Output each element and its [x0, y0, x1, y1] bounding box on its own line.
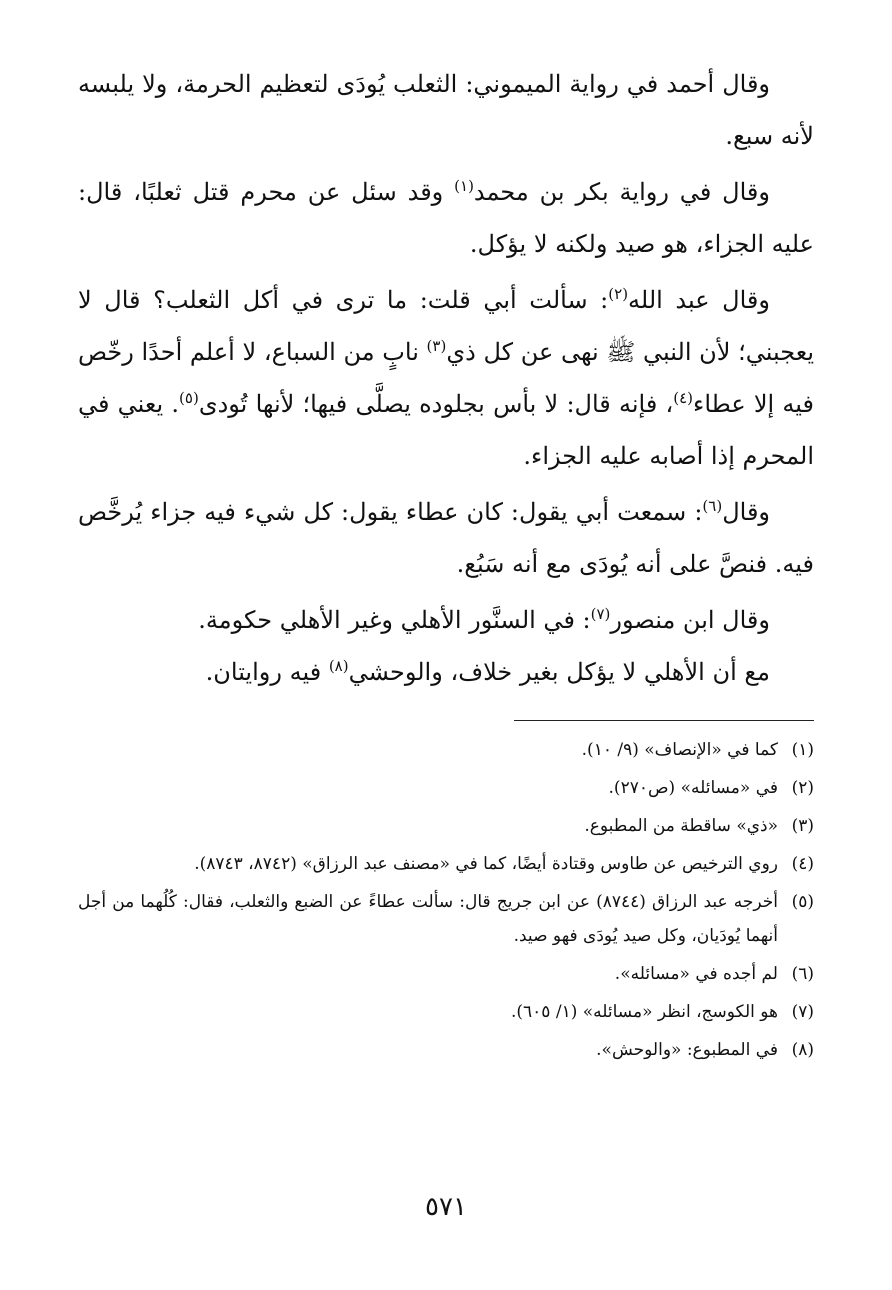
paragraph-3-part-4: ، فإنه قال: لا بأس بجلوده يصلَّى فيها؛ لأنها تُودى — [198, 390, 674, 418]
footnote-number: (٤) — [791, 854, 814, 874]
footnote-text: كما في «الإنصاف» (٩/ ١٠). — [581, 740, 778, 760]
footnote-text: روي الترخيص عن طاوس وقتادة أيضًا، كما في «مصنف عبد الرزاق» (٨٧٤٢، ٨٧٤٣). — [194, 854, 778, 874]
paragraph-2 — [78, 166, 814, 270]
paragraph-2-before: وقال في رواية بكر بن محمد — [473, 178, 770, 206]
footnote-separator — [514, 720, 814, 721]
paragraph-6-after: فيه روايتان. — [205, 658, 329, 686]
footnote-ref-7[interactable]: (٧) — [590, 605, 611, 623]
footnote-number: (٢) — [791, 778, 814, 798]
footnote-4 — [78, 847, 814, 881]
paragraph-6-before: مع أن الأهلي لا يؤكل بغير خلاف، والوحشي — [348, 658, 770, 686]
footnote-8 — [78, 1033, 814, 1067]
main-text — [78, 58, 814, 698]
footnote-number: (٥) — [791, 892, 814, 912]
footnotes — [78, 733, 814, 1067]
footnote-2 — [78, 771, 814, 805]
footnote-text: هو الكوسج، انظر «مسائله» (١/ ٦٠٥). — [510, 1002, 778, 1022]
footnote-number: (٨) — [791, 1040, 814, 1060]
paragraph-3 — [78, 274, 814, 482]
paragraph-1 — [78, 58, 814, 162]
footnote-ref-1[interactable]: (١) — [454, 177, 474, 195]
footnote-ref-8[interactable]: (٨) — [328, 657, 349, 675]
footnote-ref-3[interactable]: (٣) — [426, 337, 447, 355]
page-content — [78, 58, 814, 1071]
paragraph-6 — [78, 646, 814, 698]
paragraph-2-after: وقد سئل عن محرم قتل ثعلبًا، قال: عليه الجزاء، هو صيد ولكنه لا يؤكل. — [78, 178, 814, 258]
paragraph-3-part-1: وقال عبد الله — [628, 286, 770, 314]
footnote-7 — [78, 995, 814, 1029]
footnote-ref-2[interactable]: (٢) — [608, 285, 629, 303]
footnote-number: (٧) — [791, 1002, 814, 1022]
footnote-ref-6[interactable]: (٦) — [702, 497, 723, 515]
footnote-ref-5[interactable]: (٥) — [179, 389, 199, 407]
footnote-text: «ذي» ساقطة من المطبوع. — [584, 816, 778, 836]
footnote-ref-4[interactable]: (٤) — [673, 389, 694, 407]
footnote-3 — [78, 809, 814, 843]
paragraph-5-after: : في السنَّور الأهلي وغير الأهلي حكومة. — [198, 606, 591, 634]
footnote-number: (٦) — [791, 964, 814, 984]
paragraph-3-part-2: : سألت أبي قلت: ما ترى في أكل الثعلب؟ قال لا يعجبني؛ لأن النبي ﷺ نهى عن كل ذي — [78, 286, 814, 366]
paragraph-4-before: وقال — [722, 498, 770, 526]
paragraph-4-after: : سمعت أبي يقول: كان عطاء يقول: كل شيء فيه جزاء يُرخَّص فيه. فنصَّ على أنه يُودَى مع أنه سَبُع. — [78, 498, 814, 578]
footnote-number: (٣) — [791, 816, 814, 836]
footnote-text: أخرجه عبد الرزاق (٨٧٤٤) عن ابن جريج قال: سألت عطاءً عن الضبع والثعلب، فقال: كُلُهما من أجل أنهما يُودَيان، وكل صيد يُودَى فهو صيد. — [78, 892, 778, 946]
page-number: ٥٧١ — [425, 1192, 467, 1222]
paragraph-5 — [78, 594, 814, 646]
footnote-text: لم أجده في «مسائله». — [614, 964, 778, 984]
footnote-text: في المطبوع: «والوحش». — [596, 1040, 778, 1060]
footnote-1 — [78, 733, 814, 767]
footnote-text: في «مسائله» (ص٢٧٠). — [608, 778, 778, 798]
footnote-5 — [78, 885, 814, 953]
paragraph-1-text: وقال أحمد في رواية الميموني: الثعلب يُودَى لتعظيم الحرمة، ولا يلبسه لأنه سبع. — [78, 70, 814, 150]
footnote-number: (١) — [791, 740, 814, 760]
paragraph-3-part-5: . يعني في المحرم إذا أصابه عليه الجزاء. — [78, 390, 814, 470]
paragraph-3-part-3: نابٍ من السباع، لا أعلم أحدًا رخّص فيه إلا عطاء — [78, 338, 814, 418]
paragraph-4 — [78, 486, 814, 590]
footnote-6 — [78, 957, 814, 991]
paragraph-5-before: وقال ابن منصور — [610, 606, 770, 634]
